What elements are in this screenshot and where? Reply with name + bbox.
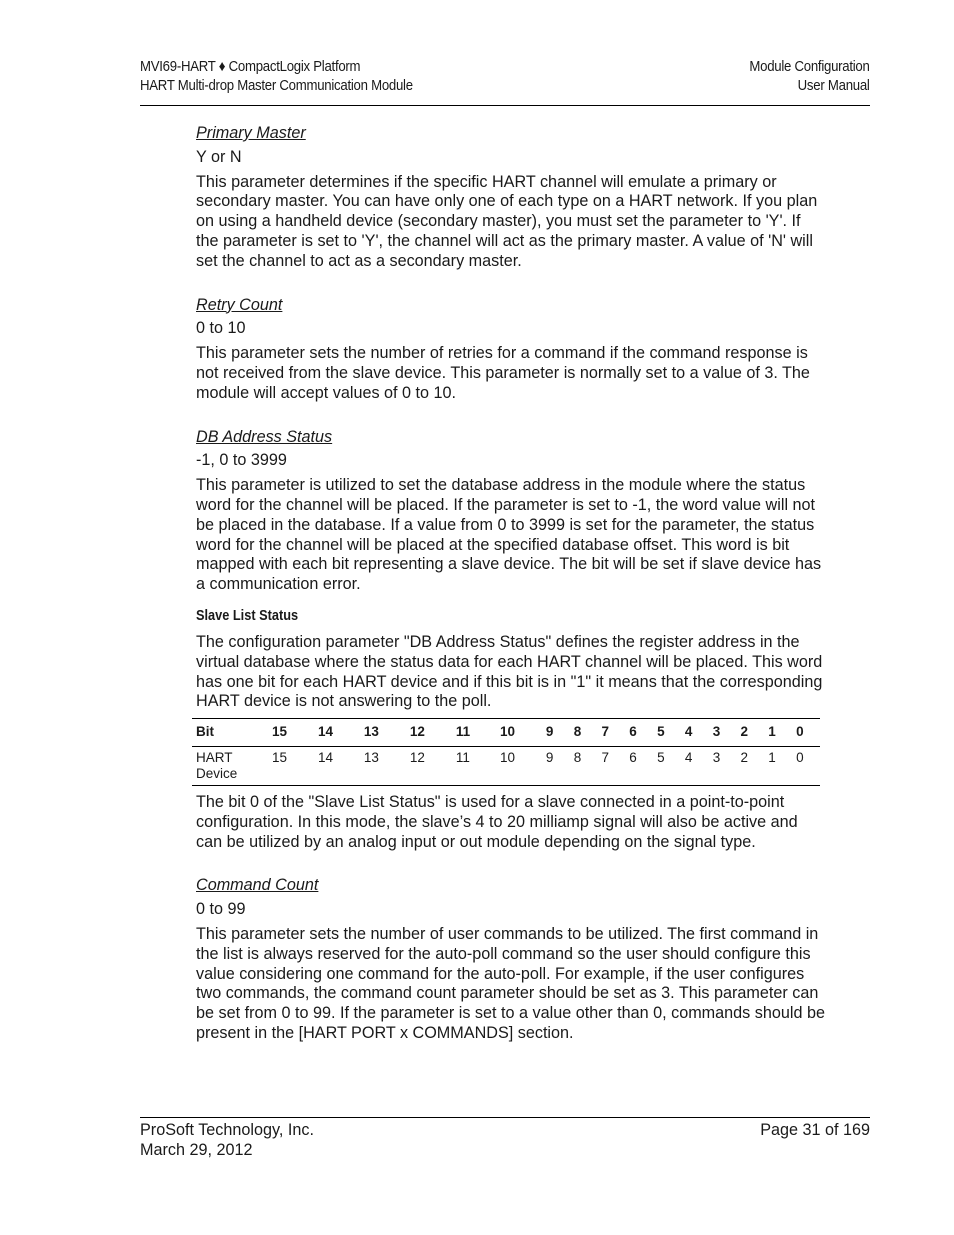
table-header-cell: 14 xyxy=(314,719,360,747)
param-title: Command Count xyxy=(196,876,319,895)
table-header-cell: Bit xyxy=(192,719,268,747)
table-cell: 13 xyxy=(360,746,406,785)
param-range: 0 to 10 xyxy=(196,319,246,338)
table-cell: 0 xyxy=(792,746,820,785)
param-range: 0 to 99 xyxy=(196,900,246,919)
table-header-cell: 0 xyxy=(792,719,820,747)
publish-date: March 29, 2012 xyxy=(140,1141,253,1159)
param-title: DB Address Status xyxy=(196,427,333,446)
param-title: Retry Count xyxy=(196,295,283,314)
primary-master-section xyxy=(196,124,826,272)
table-header-cell: 4 xyxy=(681,719,709,747)
slave-list-note: The bit 0 of the "Slave List Status" is used for a slave connected in a point-to-point configuration. In this mode, the slave’s 4 to 20 milliamp signal will also be active and can be utilized by an analog input or out module depending on the signal type. xyxy=(196,792,798,851)
table-cell: 6 xyxy=(625,746,653,785)
param-description: This parameter sets the number of user commands to be utilized. The first command in the list is always reserved for the auto-poll command so the user should configure this value considering one command for the auto-poll. For example, if the user configures two commands, the command count parameter should be set as 3. This parameter can be set from 0 to 99. If the parameter is set to a value other than 0, commands should be present in the [HART PORT x COMMANDS] section. xyxy=(196,924,825,1042)
table-cell: 7 xyxy=(598,746,626,785)
command-count-section xyxy=(196,876,826,1043)
header-left xyxy=(140,57,413,95)
slave-list-intro: The configuration parameter "DB Address Status" defines the register address in the virtual database where the status data for each HART channel will be placed. This word has one bit for each HART device and if this bit is in "1" it means that the corresponding HART device is not answering to the poll. xyxy=(196,632,823,711)
row-label-cell xyxy=(192,746,268,785)
slave-list-status-section xyxy=(196,607,826,852)
table-cell: 9 xyxy=(542,746,570,785)
table-cell: 4 xyxy=(681,746,709,785)
subsection-heading: Slave List Status xyxy=(196,607,299,624)
table-header-cell: 12 xyxy=(406,719,452,747)
table-header-cell: 2 xyxy=(736,719,764,747)
page-body xyxy=(196,124,826,1044)
table-cell: 14 xyxy=(314,746,360,785)
table-header-cell: 11 xyxy=(452,719,496,747)
table-cell: 5 xyxy=(653,746,681,785)
table-cell: 11 xyxy=(452,746,496,785)
param-title: Primary Master xyxy=(196,124,306,142)
product-title: MVI69-HART ♦ CompactLogix Platform xyxy=(140,58,361,75)
slave-bit-table xyxy=(192,718,820,786)
table-header-cell: 1 xyxy=(764,719,792,747)
table-cell: 1 xyxy=(764,746,792,785)
page-number: Page 31 of 169 xyxy=(760,1121,870,1139)
table-header-cell: 3 xyxy=(709,719,737,747)
company-name: ProSoft Technology, Inc. xyxy=(140,1121,314,1139)
row-label-line: Device xyxy=(196,765,238,781)
param-description: This parameter is utilized to set the database address in the module where the status word for the channel will be placed. If the parameter is set to -1, the word value will not be placed in the database. If a value from 0 to 3999 is set for the parameter, the status word for the channel will be placed at the specified database offset. This word is bit mapped with each bit representing a slave device. The bit will be set if slave device has a communication error. xyxy=(196,476,822,594)
table-header-cell: 9 xyxy=(542,719,570,747)
table-header-cell: 5 xyxy=(653,719,681,747)
page-header xyxy=(140,57,870,106)
table-cell: 15 xyxy=(268,746,314,785)
param-description: This parameter sets the number of retries for a command if the command response is not received from the slave device. This parameter is normally set to a value of 3. The module will accept values of 0 to 10. xyxy=(196,344,810,402)
param-range: -1, 0 to 3999 xyxy=(196,451,287,470)
table-row xyxy=(192,746,820,785)
footer-left xyxy=(140,1120,314,1160)
row-label-line: HART xyxy=(196,749,233,765)
table-cell: 2 xyxy=(736,746,764,785)
table-header-cell: 10 xyxy=(496,719,542,747)
product-subtitle: HART Multi-drop Master Communication Module xyxy=(140,77,413,94)
table-cell: 8 xyxy=(570,746,598,785)
table-header-cell: 7 xyxy=(598,719,626,747)
retry-count-section xyxy=(196,296,826,404)
section-title: Module Configuration xyxy=(749,58,870,75)
param-description: This parameter determines if the specific HART channel will emulate a primary or secondary master. You can have only one of each type on a HART network. If you plan on using a handheld device (secondary master), you must set the parameter to 'Y'. If the parameter is set to 'Y', the channel will act as the primary master. A value of 'N' will set the channel to act as a secondary master. xyxy=(196,172,818,270)
table-header-cell: 15 xyxy=(268,719,314,747)
table-header-cell: 8 xyxy=(570,719,598,747)
table-cell: 10 xyxy=(496,746,542,785)
page-footer xyxy=(140,1117,870,1159)
table-cell: 12 xyxy=(406,746,452,785)
table-header-row xyxy=(192,719,820,747)
param-range: Y or N xyxy=(196,147,242,166)
table-header-cell: 13 xyxy=(360,719,406,747)
table-cell: 3 xyxy=(709,746,737,785)
header-right xyxy=(750,57,870,95)
db-address-status-section xyxy=(196,428,826,595)
manual-title: User Manual xyxy=(798,77,870,94)
table-header-cell: 6 xyxy=(625,719,653,747)
